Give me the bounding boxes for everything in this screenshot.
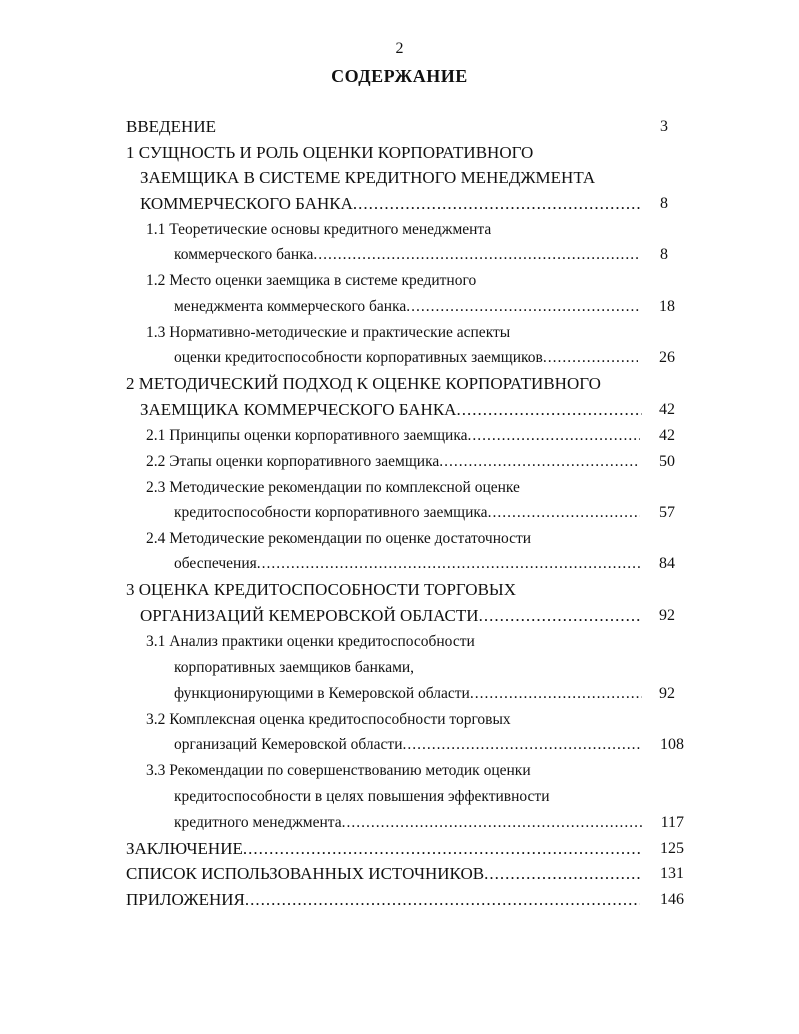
toc-entry-title: КОММЕРЧЕСКОГО БАНКА <box>140 194 353 213</box>
toc-page-number: 92 <box>659 685 675 702</box>
toc-page-number: 8 <box>660 195 668 212</box>
toc-entry-title: коммерческого банка <box>174 246 314 263</box>
toc-section-2-3-line-2[interactable] <box>174 502 640 524</box>
toc-page-number: 57 <box>659 504 675 521</box>
toc-page-number: 18 <box>659 298 675 315</box>
toc-entry-title: кредитоспособности корпоративного заемщика <box>174 504 488 521</box>
toc-section-3-2-line-2[interactable] <box>174 734 642 756</box>
dot-leader <box>403 734 643 756</box>
toc-page-number: 131 <box>660 865 684 882</box>
toc-entry-title: кредитного менеджмента <box>174 814 342 831</box>
toc-page-number: 84 <box>659 555 675 572</box>
toc-page-number: 117 <box>660 814 684 831</box>
toc-entry-title: функционирующими в Кемеровской области <box>174 685 470 702</box>
dot-leader <box>243 838 640 860</box>
dot-leader <box>484 863 640 885</box>
toc-entry-title: ЗАЕМЩИКА КОММЕРЧЕСКОГО БАНКА <box>140 400 457 419</box>
toc-page-number: 50 <box>659 453 675 470</box>
toc-section-2-2[interactable] <box>146 451 640 473</box>
toc-page-number: 42 <box>659 401 675 418</box>
toc-section-1-2-line-2[interactable] <box>174 296 640 318</box>
dot-leader <box>257 553 642 575</box>
toc-chapter-3-line-2[interactable] <box>140 605 640 627</box>
toc-section-3-3-line-2[interactable]: кредитоспособности в целях повышения эффективности <box>174 788 550 805</box>
toc-section-1-3-line-1[interactable]: 1.3 Нормативно-методические и практические аспекты <box>146 324 511 341</box>
toc-entry-title: менеджмента коммерческого банка <box>174 298 407 315</box>
toc-entry-title: оценки кредитоспособности корпоративных заемщиков <box>174 349 543 366</box>
toc-entry-title: организаций Кемеровской области <box>174 736 403 753</box>
dot-leader <box>353 193 640 215</box>
toc-page-number: 26 <box>659 349 675 366</box>
toc-page-number: 3 <box>660 118 668 135</box>
dot-leader <box>479 605 640 627</box>
dot-leader <box>488 502 640 524</box>
toc-entry-references[interactable] <box>126 863 640 885</box>
toc-section-1-1-line-2[interactable] <box>174 244 640 266</box>
toc-entry-title: ВВЕДЕНИЕ <box>126 117 216 136</box>
toc-chapter-2-line-1[interactable]: 2 МЕТОДИЧЕСКИЙ ПОДХОД К ОЦЕНКЕ КОРПОРАТИВНОГО <box>126 374 601 393</box>
dot-leader <box>470 683 642 705</box>
dot-leader <box>543 347 638 369</box>
toc-chapter-1-line-2[interactable]: ЗАЕМЩИКА В СИСТЕМЕ КРЕДИТНОГО МЕНЕДЖМЕНТА <box>140 168 596 187</box>
dot-leader <box>342 812 642 834</box>
toc-section-3-3-line-3[interactable] <box>174 812 642 834</box>
toc-page-number: 42 <box>659 427 675 444</box>
toc-section-3-1-line-1[interactable]: 3.1 Анализ практики оценки кредитоспособности <box>146 633 475 650</box>
toc-page-number: 92 <box>659 607 675 624</box>
toc-page-number: 8 <box>660 246 668 263</box>
dot-leader <box>313 244 640 266</box>
toc-entry-title: 2.1 Принципы оценки корпоративного заемщика <box>146 427 468 444</box>
toc-page-number: 108 <box>660 736 684 753</box>
toc-section-2-1[interactable] <box>146 425 640 447</box>
toc-section-1-2-line-1[interactable]: 1.2 Место оценки заемщика в системе кредитного <box>146 272 477 289</box>
toc-section-3-1-line-2[interactable]: корпоративных заемщиков банками, <box>174 659 415 676</box>
toc-page-number: 146 <box>660 891 684 908</box>
page-number: 2 <box>395 40 404 57</box>
toc-entry-title: обеспечения <box>174 555 257 572</box>
toc-section-1-3-line-2[interactable] <box>174 347 638 369</box>
toc-chapter-1-line-3[interactable] <box>140 193 640 215</box>
toc-entry-title: 2.2 Этапы оценки корпоративного заемщика <box>146 453 440 470</box>
toc-entry-appendices[interactable] <box>126 889 640 911</box>
dot-leader <box>406 296 640 318</box>
toc-section-3-2-line-1[interactable]: 3.2 Комплексная оценка кредитоспособности торговых <box>146 711 511 728</box>
dot-leader <box>456 399 642 421</box>
toc-page-number: 125 <box>660 840 684 857</box>
toc-entry-title: СПИСОК ИСПОЛЬЗОВАННЫХ ИСТОЧНИКОВ <box>126 864 485 883</box>
toc-entry-intro[interactable] <box>126 116 636 138</box>
toc-section-1-1-line-1[interactable]: 1.1 Теоретические основы кредитного менеджмента <box>146 221 492 238</box>
toc-section-2-4-line-2[interactable] <box>174 553 642 575</box>
toc-section-2-3-line-1[interactable]: 2.3 Методические рекомендации по комплексной оценке <box>146 479 520 496</box>
dot-leader <box>245 889 640 911</box>
toc-chapter-2-line-2[interactable] <box>140 399 642 421</box>
toc-chapter-1-line-1[interactable]: 1 СУЩНОСТЬ И РОЛЬ ОЦЕНКИ КОРПОРАТИВНОГО <box>126 143 534 162</box>
dot-leader <box>468 425 640 447</box>
dot-leader <box>439 451 640 473</box>
toc-section-3-1-line-3[interactable] <box>174 683 642 705</box>
toc-section-2-4-line-1[interactable]: 2.4 Методические рекомендации по оценке достаточности <box>146 530 532 547</box>
toc-chapter-3-line-1[interactable]: 3 ОЦЕНКА КРЕДИТОСПОСОБНОСТИ ТОРГОВЫХ <box>126 580 517 599</box>
toc-entry-title: ПРИЛОЖЕНИЯ <box>126 890 245 909</box>
toc-section-3-3-line-1[interactable]: 3.3 Рекомендации по совершенствованию методик оценки <box>146 762 531 779</box>
page-title: СОДЕРЖАНИЕ <box>331 66 468 86</box>
toc-entry-title: ОРГАНИЗАЦИЙ КЕМЕРОВСКОЙ ОБЛАСТИ <box>140 606 479 625</box>
toc-entry-title: ЗАКЛЮЧЕНИЕ <box>126 839 243 858</box>
toc-entry-conclusion[interactable] <box>126 838 640 860</box>
